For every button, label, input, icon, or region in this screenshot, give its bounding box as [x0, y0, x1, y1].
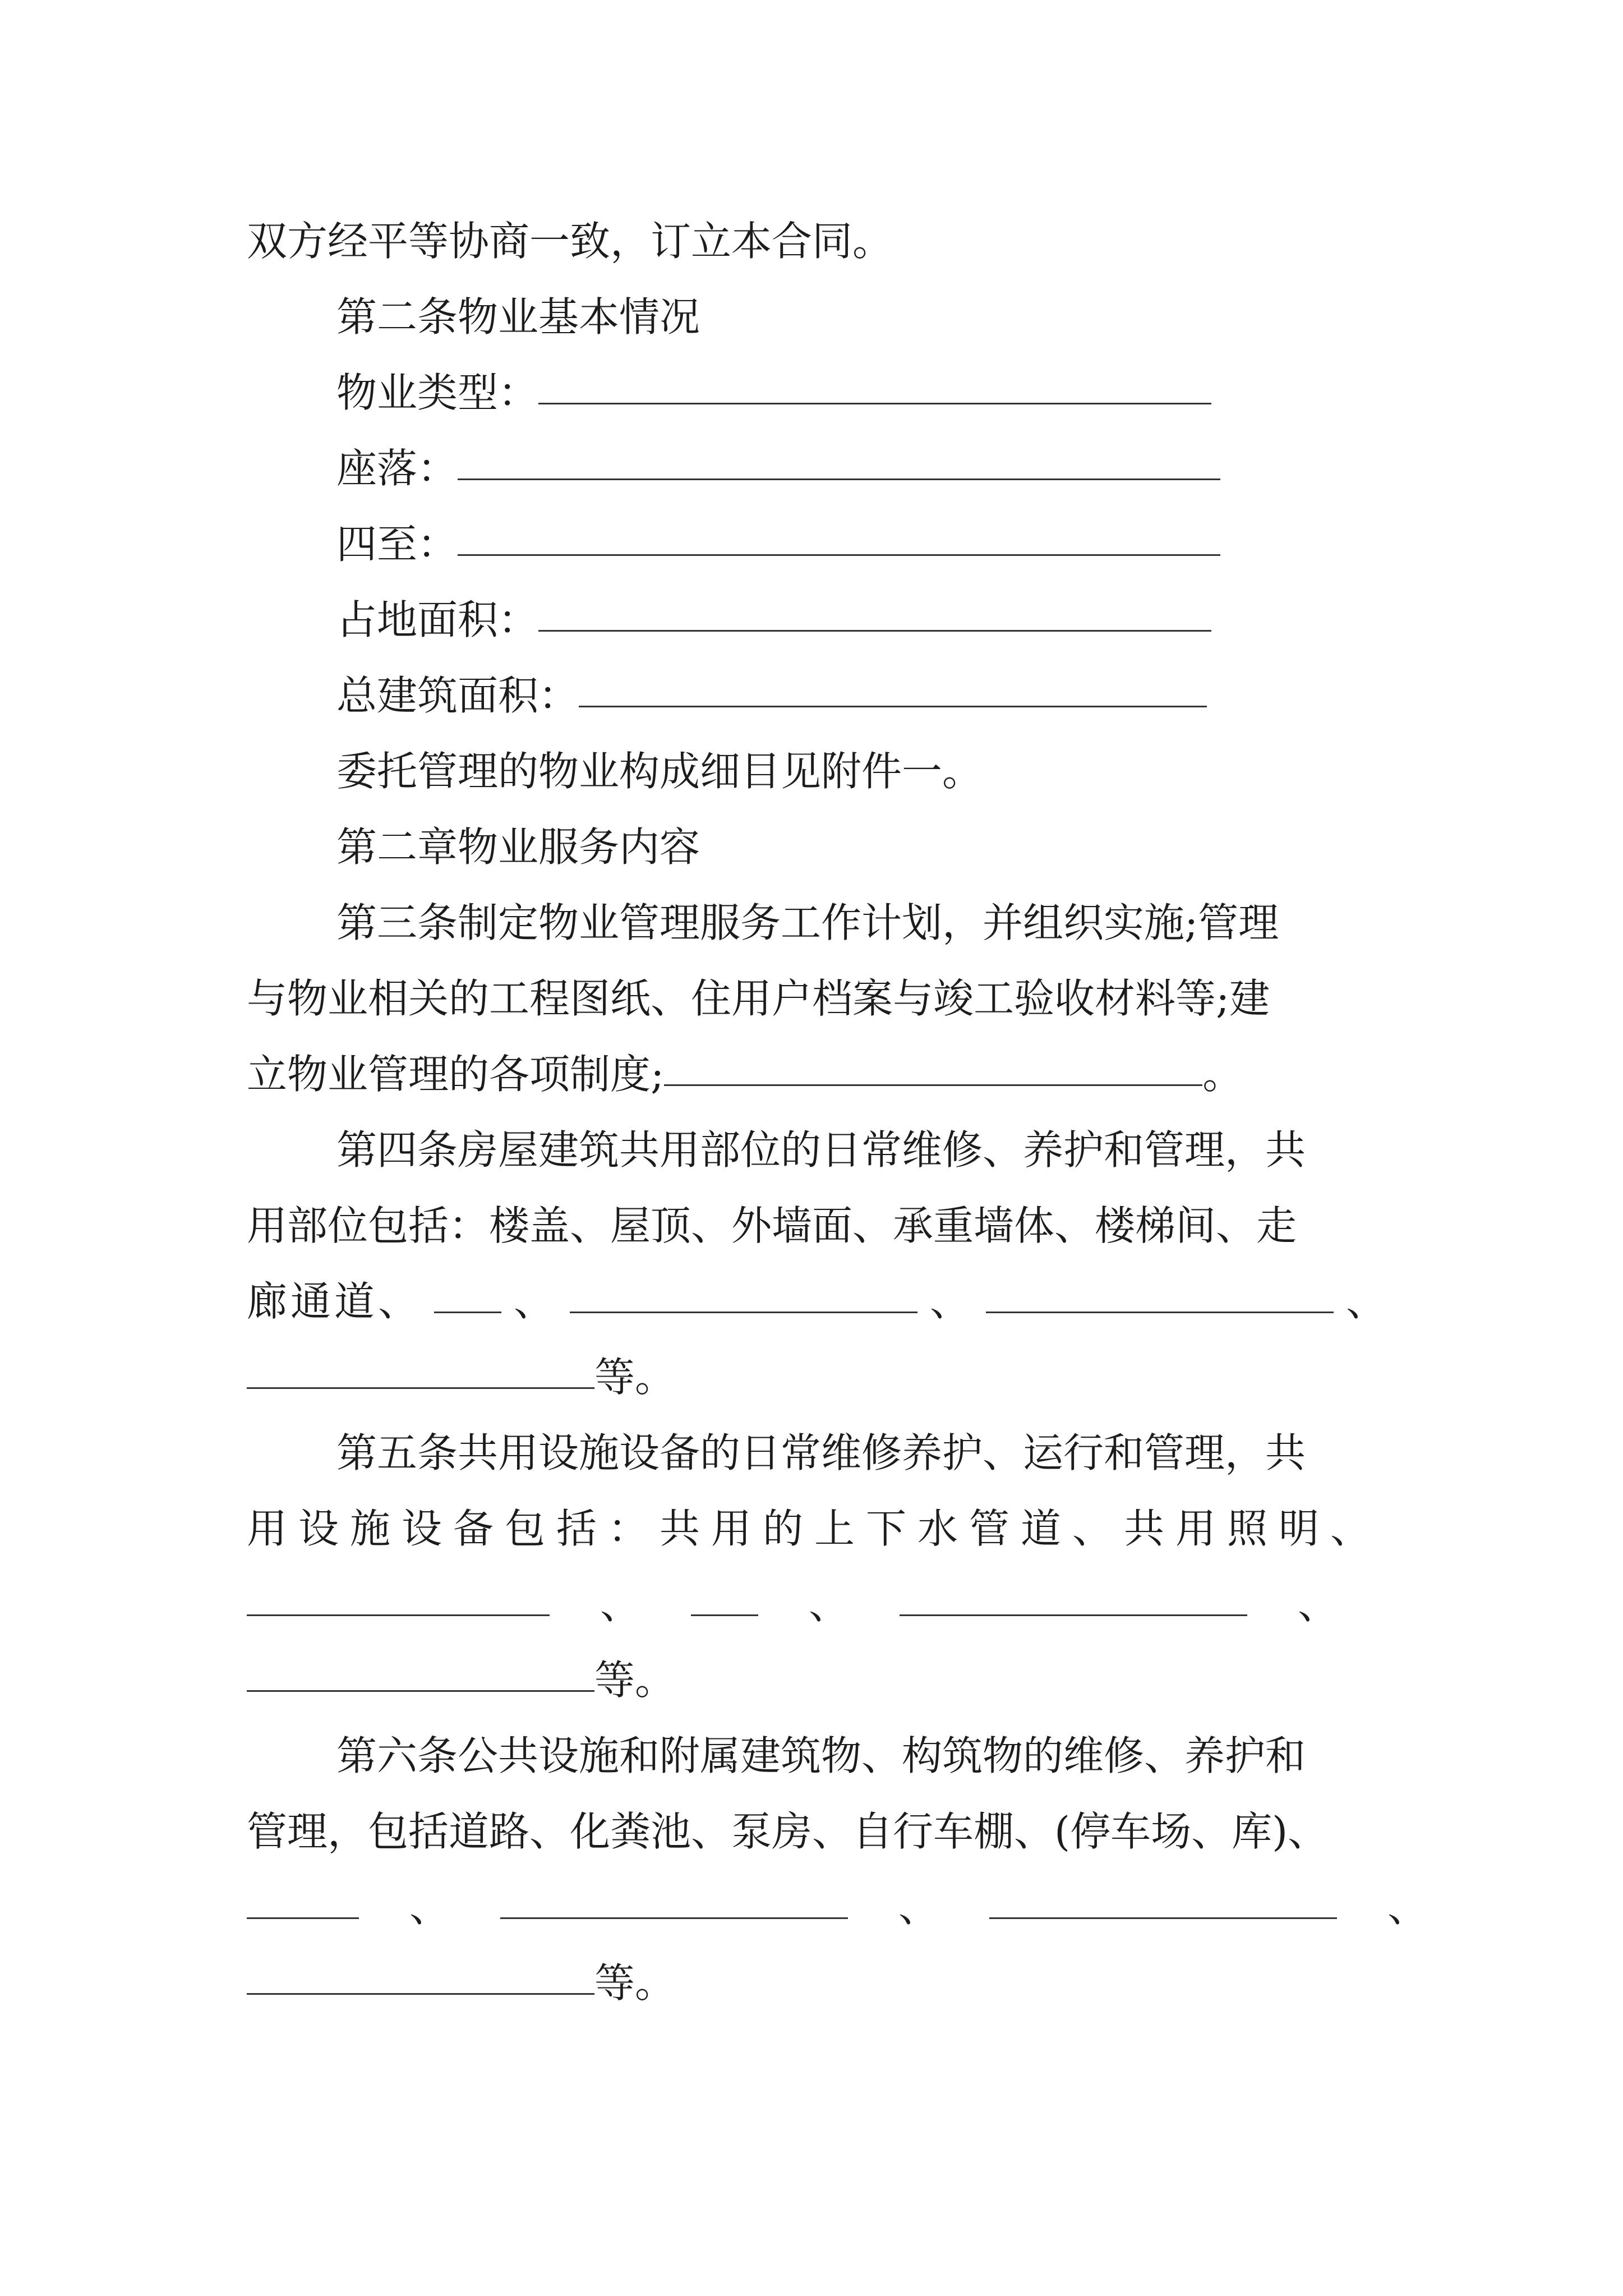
text-line — [247, 1346, 675, 1408]
fill-in-blank[interactable] — [247, 1990, 594, 1995]
text-line — [247, 1498, 1382, 1559]
fill-in-blank[interactable] — [900, 1611, 1247, 1616]
text-line — [336, 892, 1279, 954]
text-line — [247, 1271, 1390, 1332]
article-heading — [336, 286, 700, 348]
fill-in-blank[interactable] — [691, 1611, 758, 1616]
field-label: 座落： — [336, 445, 458, 492]
text: 第二章物业服务内容 — [336, 823, 700, 871]
text: 、 — [930, 1278, 974, 1325]
text-line — [247, 1043, 1243, 1105]
text: 、 — [1346, 1278, 1390, 1325]
fill-in-blank[interactable] — [538, 627, 1211, 632]
text-line — [247, 1801, 1328, 1862]
fill-in-blank[interactable] — [247, 1611, 550, 1616]
form-field-property-type — [336, 362, 1211, 424]
text: 。 — [1202, 1051, 1243, 1098]
text: 、 — [1298, 1581, 1339, 1628]
text-line — [336, 1725, 1306, 1787]
form-field-land-area — [336, 589, 1211, 651]
text: 第五条共用设施设备的日常维修养护、运行和管理，共 — [336, 1429, 1306, 1476]
text: 等。 — [594, 1354, 676, 1401]
fill-in-blank[interactable] — [434, 1308, 501, 1313]
fill-in-blank[interactable] — [570, 1308, 917, 1313]
text: 、 — [600, 1581, 641, 1628]
text-line — [247, 968, 1270, 1029]
field-label: 总建筑面积： — [336, 672, 579, 719]
text: 第四条房屋建筑共用部位的日常维修、养护和管理，共 — [336, 1126, 1306, 1174]
text: 、 — [898, 1884, 939, 1931]
text: 委托管理的物业构成细目见附件一。 — [336, 748, 983, 795]
text: 管理，包括道路、化粪池、泵房、自行车棚、(停车场、库)、 — [247, 1808, 1329, 1855]
form-field-location — [336, 438, 1220, 499]
text-line — [247, 1876, 1428, 1938]
text-line — [247, 1195, 1297, 1257]
text-line — [247, 1649, 675, 1711]
text-line — [247, 1952, 675, 2014]
fill-in-blank[interactable] — [247, 1384, 594, 1389]
text-line — [336, 1119, 1306, 1181]
text: 用部位包括：楼盖、屋顶、外墙面、承重墙体、楼梯间、走 — [247, 1202, 1297, 1249]
fill-in-blank[interactable] — [579, 702, 1207, 707]
text-line — [247, 1573, 1338, 1635]
text: 、 — [1387, 1884, 1428, 1931]
field-label: 四至： — [336, 521, 458, 568]
text: 双方经平等协商一致，订立本合同。 — [247, 218, 893, 265]
fill-in-blank[interactable] — [538, 399, 1211, 404]
text: 用设施设备包括：共用的上下水管道、共用照明、 — [247, 1505, 1382, 1552]
fill-in-blank[interactable] — [458, 475, 1220, 480]
form-field-building-area — [336, 665, 1207, 726]
field-label: 占地面积： — [336, 596, 539, 643]
fill-in-blank[interactable] — [500, 1914, 848, 1919]
text: 、 — [514, 1278, 558, 1325]
text: 立物业管理的各项制度; — [247, 1051, 665, 1098]
fill-in-blank[interactable] — [247, 1914, 359, 1919]
text: 第六条公共设施和附属建筑物、构筑物的维修、养护和 — [336, 1732, 1306, 1779]
fill-in-blank[interactable] — [664, 1081, 1202, 1086]
text: 廊通道、 — [247, 1278, 422, 1325]
fill-in-blank[interactable] — [458, 551, 1220, 556]
text: 、 — [809, 1581, 850, 1628]
text-line — [247, 210, 893, 272]
fill-in-blank[interactable] — [247, 1687, 594, 1692]
text-line — [336, 1422, 1306, 1484]
chapter-heading — [336, 816, 700, 878]
text-line — [336, 740, 983, 802]
text: 第二条物业基本情况 — [336, 293, 700, 341]
text: 第三条制定物业管理服务工作计划，并组织实施;管理 — [336, 899, 1279, 946]
fill-in-blank[interactable] — [986, 1308, 1334, 1313]
text: 、 — [409, 1884, 450, 1931]
field-label: 物业类型： — [336, 369, 539, 416]
text: 与物业相关的工程图纸、住用户档案与竣工验收材料等;建 — [247, 975, 1270, 1022]
fill-in-blank[interactable] — [989, 1914, 1337, 1919]
text: 等。 — [594, 1657, 676, 1704]
text: 等。 — [594, 1959, 676, 2007]
form-field-boundaries — [336, 513, 1220, 575]
